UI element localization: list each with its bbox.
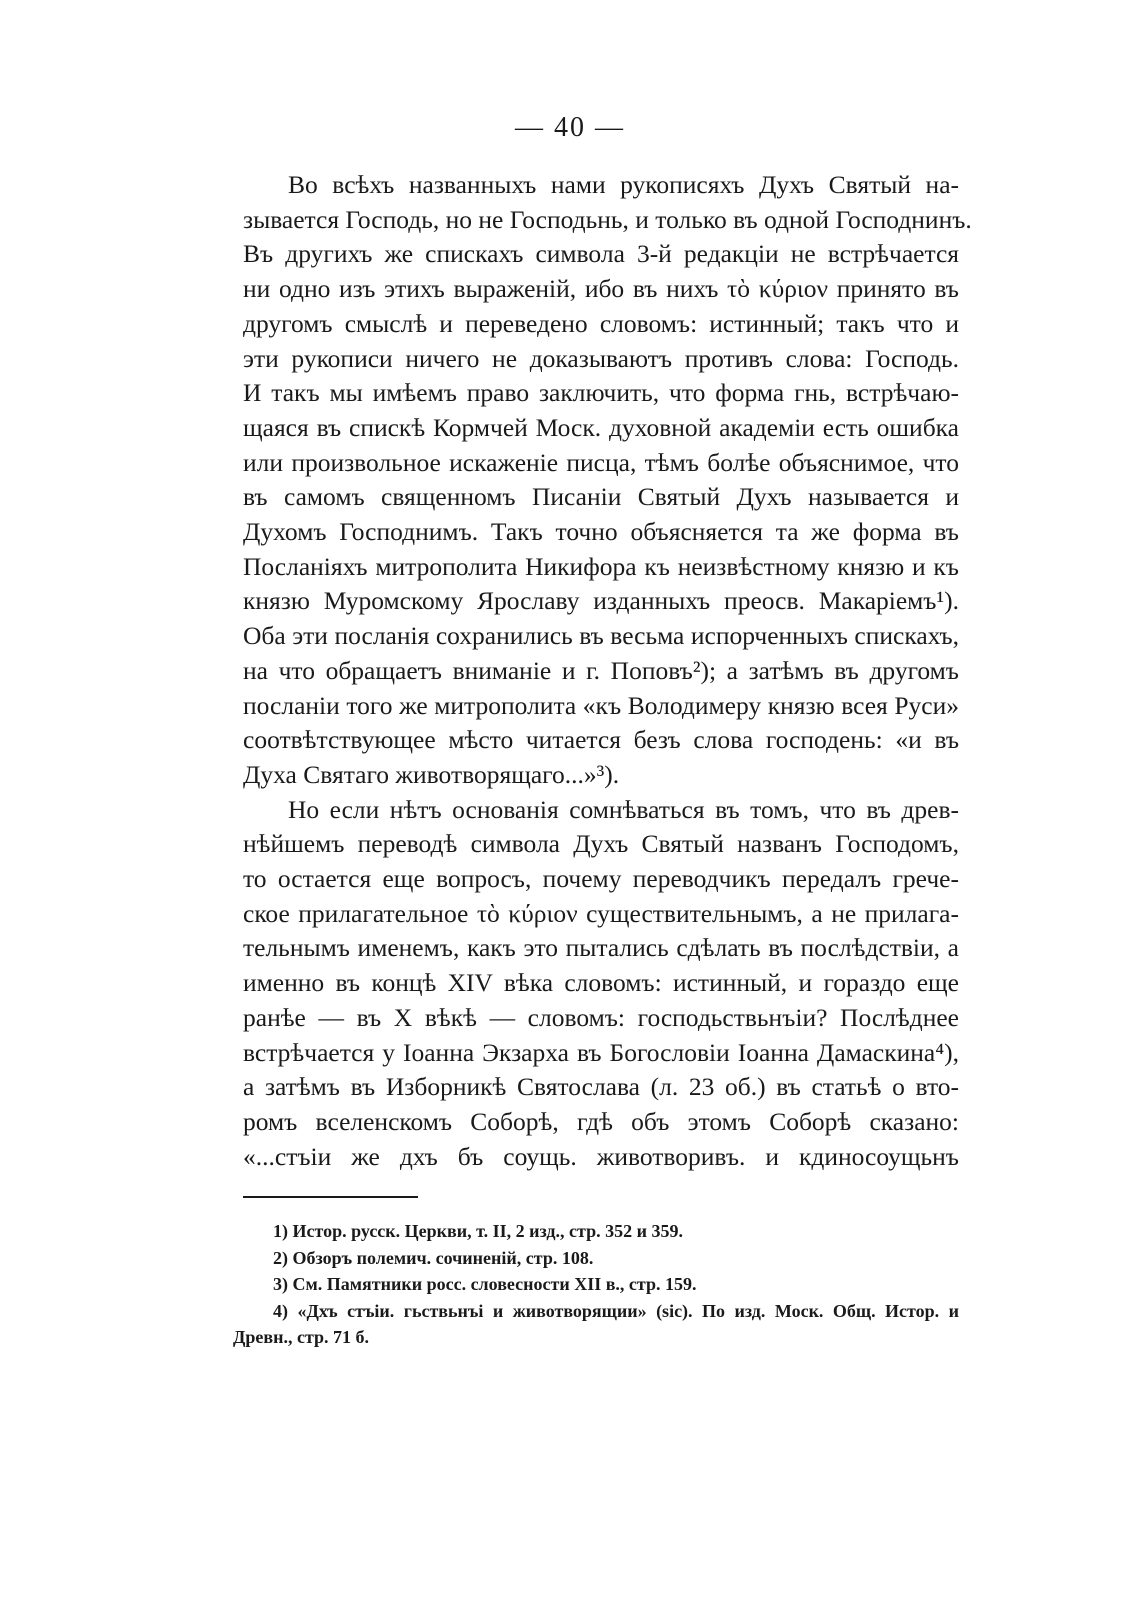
text-line: нѣйшемъ переводѣ символа Духъ Святый названъ Господомъ, — [243, 829, 959, 859]
text-line: И такъ мы имѣемъ право заключить, что форма гнь, встрѣчаю- — [243, 378, 959, 408]
text-line: князю Муромскому Ярославу изданныхъ преосв. Макаріемъ¹). — [243, 586, 959, 616]
text-line: соотвѣтствующее мѣсто читается безъ слова господень: «и въ — [243, 725, 959, 755]
text-line: ромъ вселенскомъ Соборѣ, гдѣ объ этомъ Соборѣ сказано: — [243, 1106, 959, 1136]
text-line: Во всѣхъ названныхъ нами рукописяхъ Духъ Святый на- — [288, 170, 959, 199]
text-line: посланіи того же митрополита «къ Володимеру князю всея Руси» — [243, 690, 959, 720]
footnote-divider — [243, 1196, 418, 1198]
text-line: эти рукописи ничего не доказываютъ противъ слова: Господь. — [243, 343, 959, 373]
footnote-continuation: Древн., стр. 71 б. — [233, 1327, 370, 1347]
text-line: зывается Господь, но не Господьнь, и только въ одной Господнинъ. — [243, 204, 972, 234]
text-line: а затѣмъ въ Изборникѣ Святослава (л. 23 об.) въ статьѣ о вто- — [243, 1072, 959, 1102]
text-line: въ самомъ священномъ Писаніи Святый Духъ называется и — [243, 482, 959, 512]
text-line: Духомъ Господнимъ. Такъ точно объясняется та же форма въ — [243, 517, 959, 547]
text-line: Духа Святаго животворящаго...»³). — [243, 759, 620, 789]
text-line: Посланіяхъ митрополита Никифора къ неизвѣстному князю и къ — [243, 551, 959, 581]
text-line: другомъ смыслѣ и переведено словомъ: истинный; такъ что и — [243, 308, 959, 338]
page-number: — 40 — — [515, 112, 625, 143]
footnotes — [233, 1218, 959, 1351]
footnote: 4) «Дхъ стъіи. гьствьнъі и животворящии» (sic). По изд. Моск. Общ. Истор. и — [273, 1300, 959, 1321]
footnote: 1) Истор. русск. Церкви, т. II, 2 изд., стр. 352 и 359. — [273, 1221, 683, 1241]
footnote: 3) См. Памятники росс. словесности XII в., стр. 159. — [273, 1274, 697, 1294]
text-line: ранѣе — въ X вѣкѣ — словомъ: господьствьнъіи? Послѣднее — [243, 1002, 959, 1032]
footnote: 2) Обзоръ полемич. сочиненій, стр. 108. — [273, 1247, 594, 1268]
text-line: щаяся въ спискѣ Кормчей Моск. духовной академіи есть ошибка — [243, 412, 959, 442]
text-line: ни одно изъ этихъ выраженій, ибо въ нихъ τὸ κύριον принято въ — [243, 274, 959, 304]
paragraph — [243, 168, 972, 793]
text-line: то остается еще вопросъ, почему переводчикъ передалъ грече- — [243, 864, 959, 894]
text-line: ское прилагательное τὸ κύριον существительнымъ, а не прилага- — [243, 898, 959, 928]
text-line: Въ другихъ же спискахъ символа 3-й редакціи не встрѣчается — [243, 239, 959, 269]
text-line: тельнымъ именемъ, какъ это пытались сдѣлать въ послѣдствіи, а — [243, 933, 959, 963]
text-line: Но если нѣтъ основанія сомнѣваться въ томъ, что въ древ- — [288, 794, 959, 824]
text-line: Оба эти посланія сохранились въ весьма испорченныхъ спискахъ, — [243, 621, 959, 651]
text-line: «...стъіи же дхъ бъ соущь. животворивъ. и кдиносоущьнъ — [243, 1141, 959, 1171]
text-line: на что обращаетъ вниманіе и г. Поповъ²); а затѣмъ въ другомъ — [243, 655, 959, 685]
main-text — [243, 168, 972, 1174]
text-line: или произвольное искаженіе писца, тѣмъ болѣе объяснимое, что — [243, 447, 959, 477]
text-line: встрѣчается у Іоанна Экзарха въ Богословіи Іоанна Дамаскина⁴), — [243, 1037, 959, 1067]
text-line: именно въ концѣ XIV вѣка словомъ: истинный, и гораздо еще — [243, 968, 959, 998]
paragraph — [243, 793, 959, 1175]
